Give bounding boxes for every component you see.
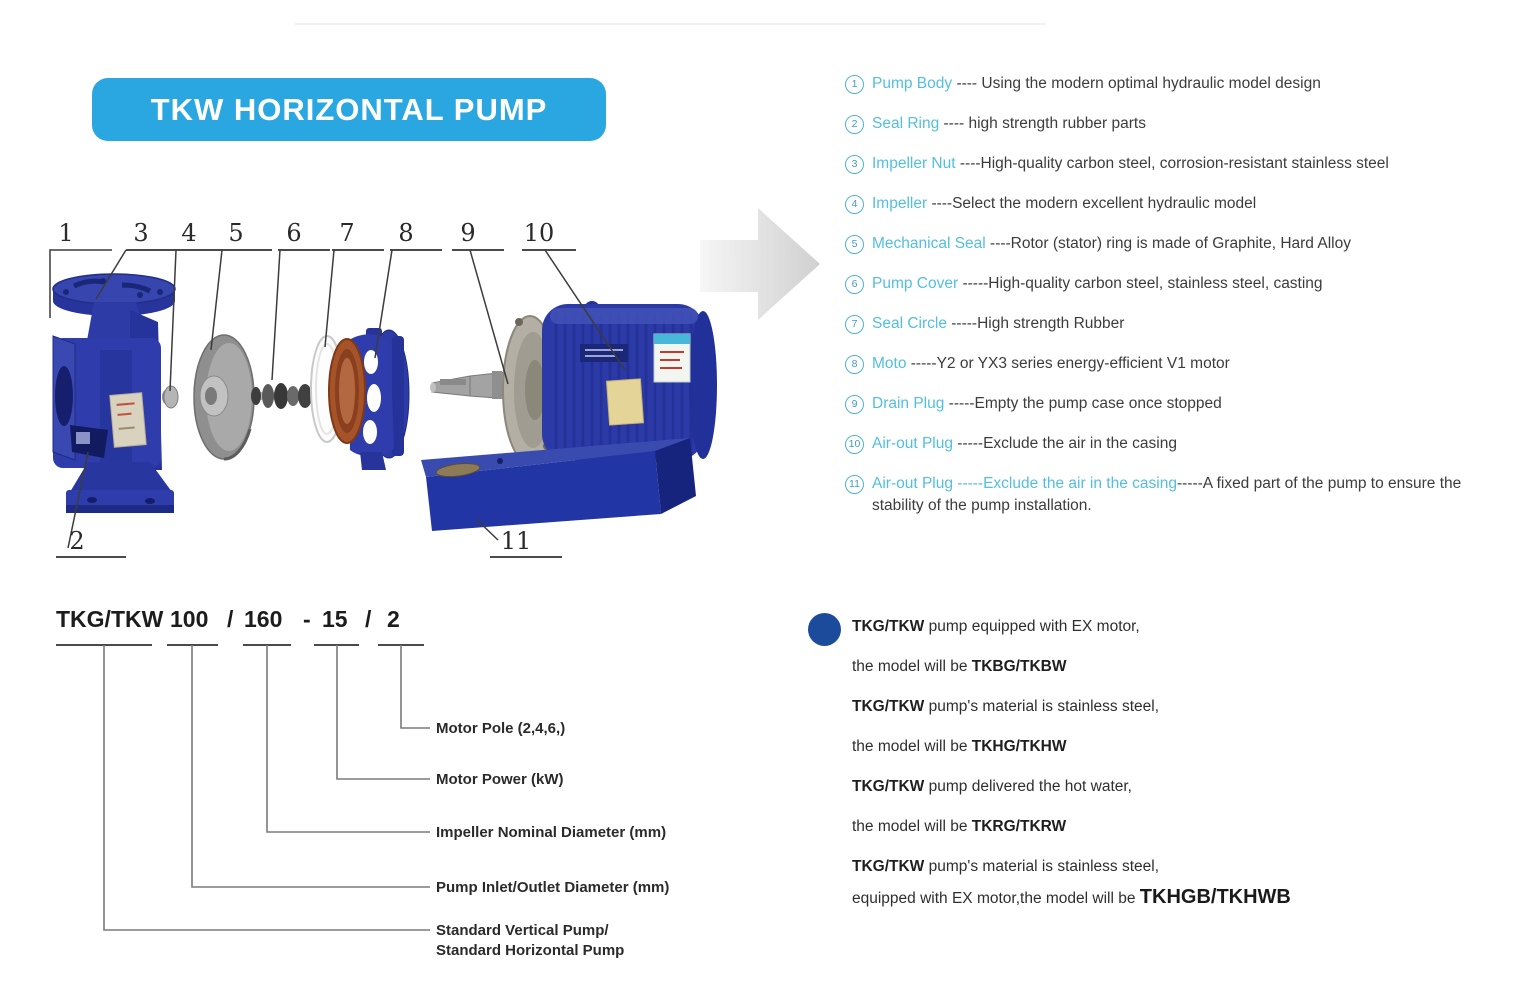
parts-list-item <box>845 433 1493 455</box>
callout-4: 4 <box>181 219 197 247</box>
part-number-badge: 9 <box>845 395 864 414</box>
part-number-badge: 11 <box>845 475 864 494</box>
callout-1: 1 <box>58 219 74 247</box>
label-impeller-diameter: Impeller Nominal Diameter (mm) <box>436 824 667 841</box>
model-segment-pole: 2 <box>387 606 400 632</box>
callout-7: 7 <box>339 219 355 247</box>
callout-10: 10 <box>523 219 555 247</box>
part-name: Drain Plug <box>872 395 945 412</box>
part-number-badge: 1 <box>845 75 864 94</box>
note-line: TKG/TKW pump's material is stainless steel, <box>852 858 1160 875</box>
impeller <box>194 335 254 459</box>
callout-3: 3 <box>133 219 149 247</box>
label-motor-pole: Motor Pole (2,4,6,) <box>436 720 566 737</box>
part-name: Mechanical Seal <box>872 235 986 252</box>
model-nomenclature <box>56 606 669 959</box>
label-inlet-diameter: Pump Inlet/Outlet Diameter (mm) <box>436 879 670 896</box>
model-variant-notes <box>852 616 1452 928</box>
bullet-icon <box>808 613 841 646</box>
note-line: TKG/TKW pump equipped with EX motor, <box>852 618 1140 635</box>
part-name: Moto <box>872 355 907 372</box>
part-number-badge: 4 <box>845 195 864 214</box>
part-number-badge: 8 <box>845 355 864 374</box>
model-segment-inlet: 100 <box>170 606 209 632</box>
callout-11: 11 <box>500 527 532 555</box>
part-number-badge: 6 <box>845 275 864 294</box>
parts-list-item: 11 Air-out Plug -----Exclude the air in the casing-----A fixed part of the pump to ensure the stability of the pump installation. <box>845 473 1493 517</box>
part-name: Air-out Plug <box>872 475 953 492</box>
parts-list-item <box>845 313 1493 335</box>
page-title: TKW HORIZONTAL PUMP <box>150 91 548 127</box>
parts-list-item <box>845 113 1493 135</box>
part-name: Seal Circle <box>872 315 947 332</box>
part-name: Seal Ring <box>872 115 940 132</box>
label-pump-type-line1: Standard Vertical Pump/ <box>436 922 609 939</box>
part-number-badge: 7 <box>845 315 864 334</box>
parts-list-item <box>845 273 1493 295</box>
part-description: ---- high strength rubber parts <box>939 115 1146 132</box>
part-description: -----High strength Rubber <box>946 315 1125 332</box>
parts-list-item <box>845 233 1493 255</box>
model-separator-1: / <box>227 606 234 632</box>
parts-list-item <box>845 393 1493 415</box>
part-number-badge: 3 <box>845 155 864 174</box>
note-line: equipped with EX motor,the model will be TKHGB/TKHWB <box>852 886 1291 908</box>
part-number-badge: 2 <box>845 115 864 134</box>
parts-list-item <box>845 193 1493 215</box>
part-description: -----High-quality carbon steel, stainless steel, casting <box>958 275 1323 292</box>
callout-2: 2 <box>69 527 85 555</box>
note-line: the model will be TKHG/TKHW <box>852 738 1067 755</box>
model-separator-3: / <box>365 606 372 632</box>
model-segment-series: TKG/TKW <box>56 606 164 632</box>
note-line: TKG/TKW pump's material is stainless steel, <box>852 698 1160 715</box>
part-description: -----A fixed part of the pump to ensure the stability of the pump installation. <box>872 475 1462 514</box>
part-description: -----Empty the pump case once stopped <box>944 395 1222 412</box>
base-plate <box>421 438 696 531</box>
model-separator-2: - <box>303 606 311 632</box>
arrow-right-icon <box>700 208 820 320</box>
part-description: ----Select the modern excellent hydraulic model <box>927 195 1257 212</box>
callout-6: 6 <box>286 219 302 247</box>
note-line: the model will be TKBG/TKBW <box>852 658 1067 675</box>
note-line: TKG/TKW pump delivered the hot water, <box>852 778 1132 795</box>
part-description: ----High-quality carbon steel, corrosion-resistant stainless steel <box>955 155 1389 172</box>
part-name: Pump Cover <box>872 275 959 292</box>
parts-list-item <box>845 73 1493 95</box>
part-description: ----Rotor (stator) ring is made of Graphite, Hard Alloy <box>985 235 1351 252</box>
model-segment-impeller: 160 <box>244 606 283 632</box>
label-motor-power: Motor Power (kW) <box>436 771 564 788</box>
parts-list-item <box>845 353 1493 375</box>
part-number-badge: 5 <box>845 235 864 254</box>
label-pump-type-line2: Standard Horizontal Pump <box>436 942 625 959</box>
part-description: -----Y2 or YX3 series energy-efficient V1 motor <box>906 355 1230 372</box>
callout-8: 8 <box>398 219 414 247</box>
pump-body <box>53 274 175 513</box>
part-name: Impeller Nut <box>872 155 956 172</box>
part-name: Air-out Plug <box>872 435 953 452</box>
parts-list-item <box>845 153 1493 175</box>
part-number-badge: 10 <box>845 435 864 454</box>
model-segment-power: 15 <box>322 606 348 632</box>
mechanical-seal <box>251 383 312 409</box>
callout-5: 5 <box>228 219 244 247</box>
parts-list <box>845 73 1493 535</box>
pump-cover <box>329 328 409 470</box>
part-description: ---- Using the modern optimal hydraulic model design <box>952 75 1321 92</box>
note-line: the model will be TKRG/TKRW <box>852 818 1067 835</box>
motor <box>542 301 717 460</box>
part-name: Impeller <box>872 195 928 212</box>
part-description: -----Exclude the air in the casing <box>952 435 1177 452</box>
part-name: Pump Body <box>872 75 953 92</box>
callout-9: 9 <box>460 219 476 247</box>
